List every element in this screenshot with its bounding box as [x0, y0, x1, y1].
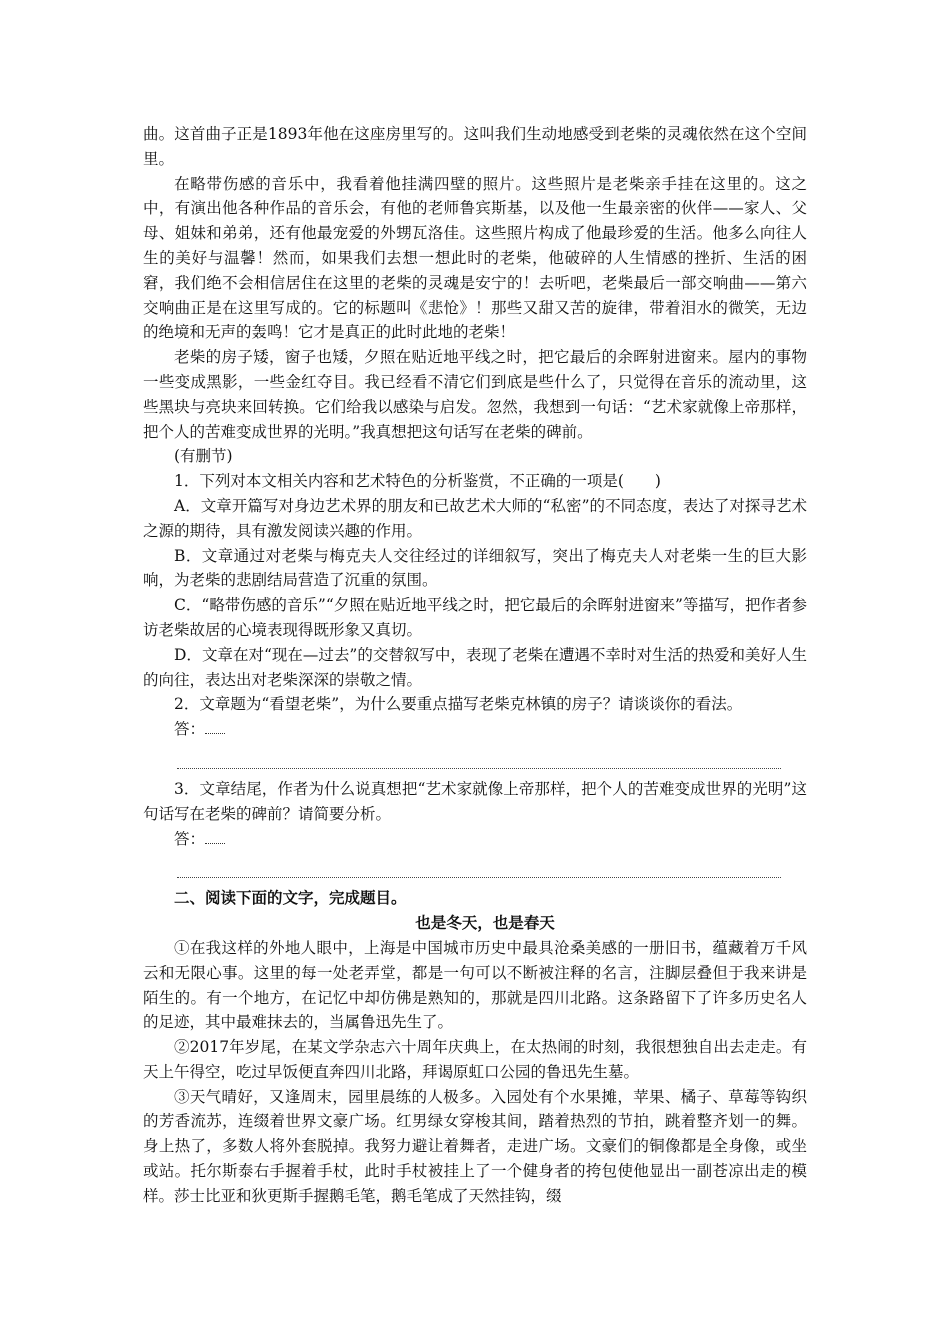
option-d: D．文章在对“现在—过去”的交替叙写中，表现了老柴在遭遇不幸时对生活的热爱和美好人生的向往，表达出对老柴深深的崇敬之情。	[143, 645, 807, 689]
answer-line	[143, 717, 807, 742]
section-heading: 二、阅读下面的文字，完成题目。	[174, 888, 407, 908]
paragraph: 曲。这首曲子正是1893年他在这座房里写的。这叫我们生动地感受到老柴的灵魂依然在这个空间里。	[143, 125, 807, 168]
paragraph: 老柴的房子矮，窗子也矮，夕照在贴近地平线之时，把它最后的余晖射进窗来。屋内的事物一些变成黑影，一些金红夺目。我已经看不清它们到底是些什么了，只觉得在音乐的流动里，这些黑块与亮块来回转换。它们给我以感染与启发。忽然，我想到一句话：“艺术家就像上帝那样，把个人的苦难变成世界的光明。”我真想把这句话写在老柴的碑前。	[143, 348, 807, 441]
article-title: 也是冬天，也是春天	[415, 913, 555, 933]
answer-blank[interactable]	[205, 721, 225, 734]
paragraph: ③天气晴好，又逢周末，园里晨练的人极多。入园处有个水果摊，苹果、橘子、草莓等钩织的芳香流苏，连缀着世界文豪广场。红男绿女穿梭其间，踏着热烈的节拍，跳着整齐划一的舞。身上热了，多数人将外套脱掉。我努力避让着舞者，走进广场。文豪们的铜像都是全身像，或坐或站。托尔斯泰右手握着手杖，此时手杖被挂上了一个健身者的挎包使他显出一副苍凉出走的模样。莎士比亚和狄更斯手握鹅毛笔，鹅毛笔成了天然挂钩，缀	[143, 1087, 807, 1205]
option-a: A．文章开篇写对身边艺术界的朋友和已故艺术大师的“私密”的不同态度，表达了对探寻艺术之源的期待，具有激发阅读兴趣的作用。	[143, 496, 807, 540]
paragraph: ①在我这样的外地人眼中，上海是中国城市历史中最具沧桑美感的一册旧书，蕴藏着万千风云和无限心事。这里的每一处老弄堂，都是一句可以不断被注释的名言，注脚层叠但于我来讲是陌生的。有一个地方，在记忆中却仿佛是熟知的，那就是四川北路。这条路留下了许多历史名人的足迹，其中最难抹去的，当属鲁迅先生了。	[143, 938, 807, 1032]
paragraph: ②2017年岁尾，在某文学杂志六十周年庆典上，在太热闹的时刻，我很想独自出去走走。有天上午得空，吃过早饭便直奔四川北路，拜谒原虹口公园的鲁迅先生墓。	[143, 1038, 807, 1081]
answer-rule[interactable]	[177, 863, 781, 878]
option-b: B．文章通过对老柴与梅克夫人交往经过的详细叙写，突出了梅克夫人对老柴一生的巨大影响，为老柴的悲剧结局营造了沉重的氛围。	[143, 546, 807, 590]
question-3: 3．文章结尾，作者为什么说真想把“艺术家就像上帝那样，把个人的苦难变成世界的光明”这句话写在老柴的碑前？请简要分析。	[143, 779, 807, 823]
paragraph: 在略带伤感的音乐中，我看着他挂满四壁的照片。这些照片是老柴亲手挂在这里的。这之中，有演出他各种作品的音乐会，有他的老师鲁宾斯基，以及他一生最亲密的伙伴——家人、父母、姐妹和弟弟，还有他最宠爱的外甥瓦洛佳。这些照片构成了他最珍爱的生活。他多么向往人生的美好与温馨！然而，如果我们去想一想此时的老柴，他破碎的人生情感的挫折、生活的困窘，我们绝不会相信居住在这里的老柴的灵魂是安宁的！去听吧，老柴最后一部交响曲——第六交响曲正是在这里写成的。它的标题叫《悲怆》！那些又甜又苦的旋律，带着泪水的微笑，无边的绝境和无声的轰鸣！它才是真正的此时此地的老柴！	[143, 174, 807, 342]
deletion-note: (有删节)	[174, 447, 233, 466]
answer-label: 答：	[174, 720, 206, 739]
option-c: C．“略带伤感的音乐”“夕照在贴近地平线之时，把它最后的余晖射进窗来”等描写，把作者参访老柴故居的心境表现得既形象又真切。	[143, 596, 807, 639]
answer-blank[interactable]	[205, 831, 225, 844]
question-1: 1．下列对本文相关内容和艺术特色的分析鉴赏，不正确的一项是( )	[174, 472, 661, 491]
answer-label: 答：	[174, 829, 206, 848]
answer-rule[interactable]	[177, 754, 781, 769]
answer-line	[143, 827, 807, 852]
document-page	[143, 122, 807, 1209]
question-2: 2．文章题为“看望老柴”，为什么要重点描写老柴克林镇的房子？请谈谈你的看法。	[174, 695, 743, 714]
